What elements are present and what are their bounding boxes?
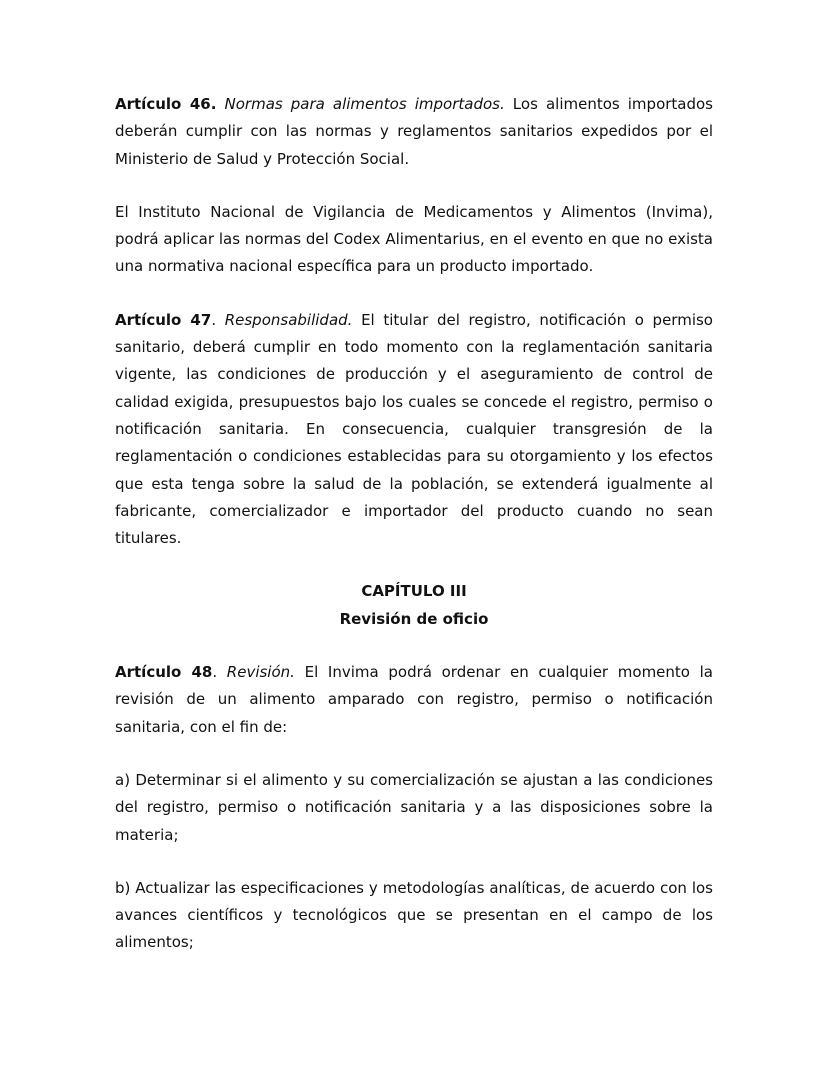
article-48-number: Artículo 48 <box>115 663 213 682</box>
article-47-text: El titular del registro, notificación o permiso sanitario, deberá cumplir en todo momento con la reglamentación sanitaria vigente, las condiciones de producción y el aseguramiento de control de calidad exigida, presupuestos bajo los cuales se concede el registro, permiso o notificación sanitaria. En consecuencia, cualquier transgresión de la reglamentación o condiciones establecidas para su otorgamiento y los efectos que esta tenga sobre la salud de la población, se extenderá igualmente al fabricante, comercializador e importador del producto cuando no sean titulares. <box>115 310 713 548</box>
chapter-title: Revisión de oficio <box>339 609 489 628</box>
article-48-text: El Invima podrá ordenar en cualquier momento la revisión de un alimento amparado con registro, permiso o notificación sanitaria, con el fin de: <box>115 663 714 736</box>
article-48-title: Revisión. <box>226 663 295 682</box>
article-47-separator: . <box>211 310 225 329</box>
document-page <box>115 91 713 983</box>
article-46-paragraph <box>115 91 713 173</box>
article-48-item-a: a) Determinar si el alimento y su comercialización se ajustan a las condiciones del registro, permiso o notificación sanitaria y a las disposiciones sobre la materia; <box>115 770 713 844</box>
article-47-paragraph <box>115 307 713 553</box>
article-47-number: Artículo 47 <box>115 310 212 329</box>
article-46-title: Normas para alimentos importados. <box>224 95 505 113</box>
chapter-heading <box>115 578 713 633</box>
article-48-item-b: b) Actualizar las especificaciones y metodologías analíticas, de acuerdo con los avances científicos y tecnológicos que se presentan en el campo de los alimentos; <box>115 878 713 952</box>
chapter-number: CAPÍTULO III <box>361 582 467 601</box>
article-46-paragraph-2: El Instituto Nacional de Vigilancia de Medicamentos y Alimentos (Invima), podrá aplicar las normas del Codex Alimentarius, en el evento en que no exista una normativa nacional específica para un producto importado. <box>115 202 713 276</box>
article-48-paragraph <box>115 659 713 741</box>
article-46-text: Los alimentos importados deberán cumplir con las normas y reglamentos sanitarios expedidos por el Ministerio de Salud y Protección Social. <box>115 95 713 168</box>
article-46-number: Artículo 46. <box>115 95 217 113</box>
article-47-title: Responsabilidad. <box>224 310 353 329</box>
article-48-separator: . <box>212 663 227 682</box>
